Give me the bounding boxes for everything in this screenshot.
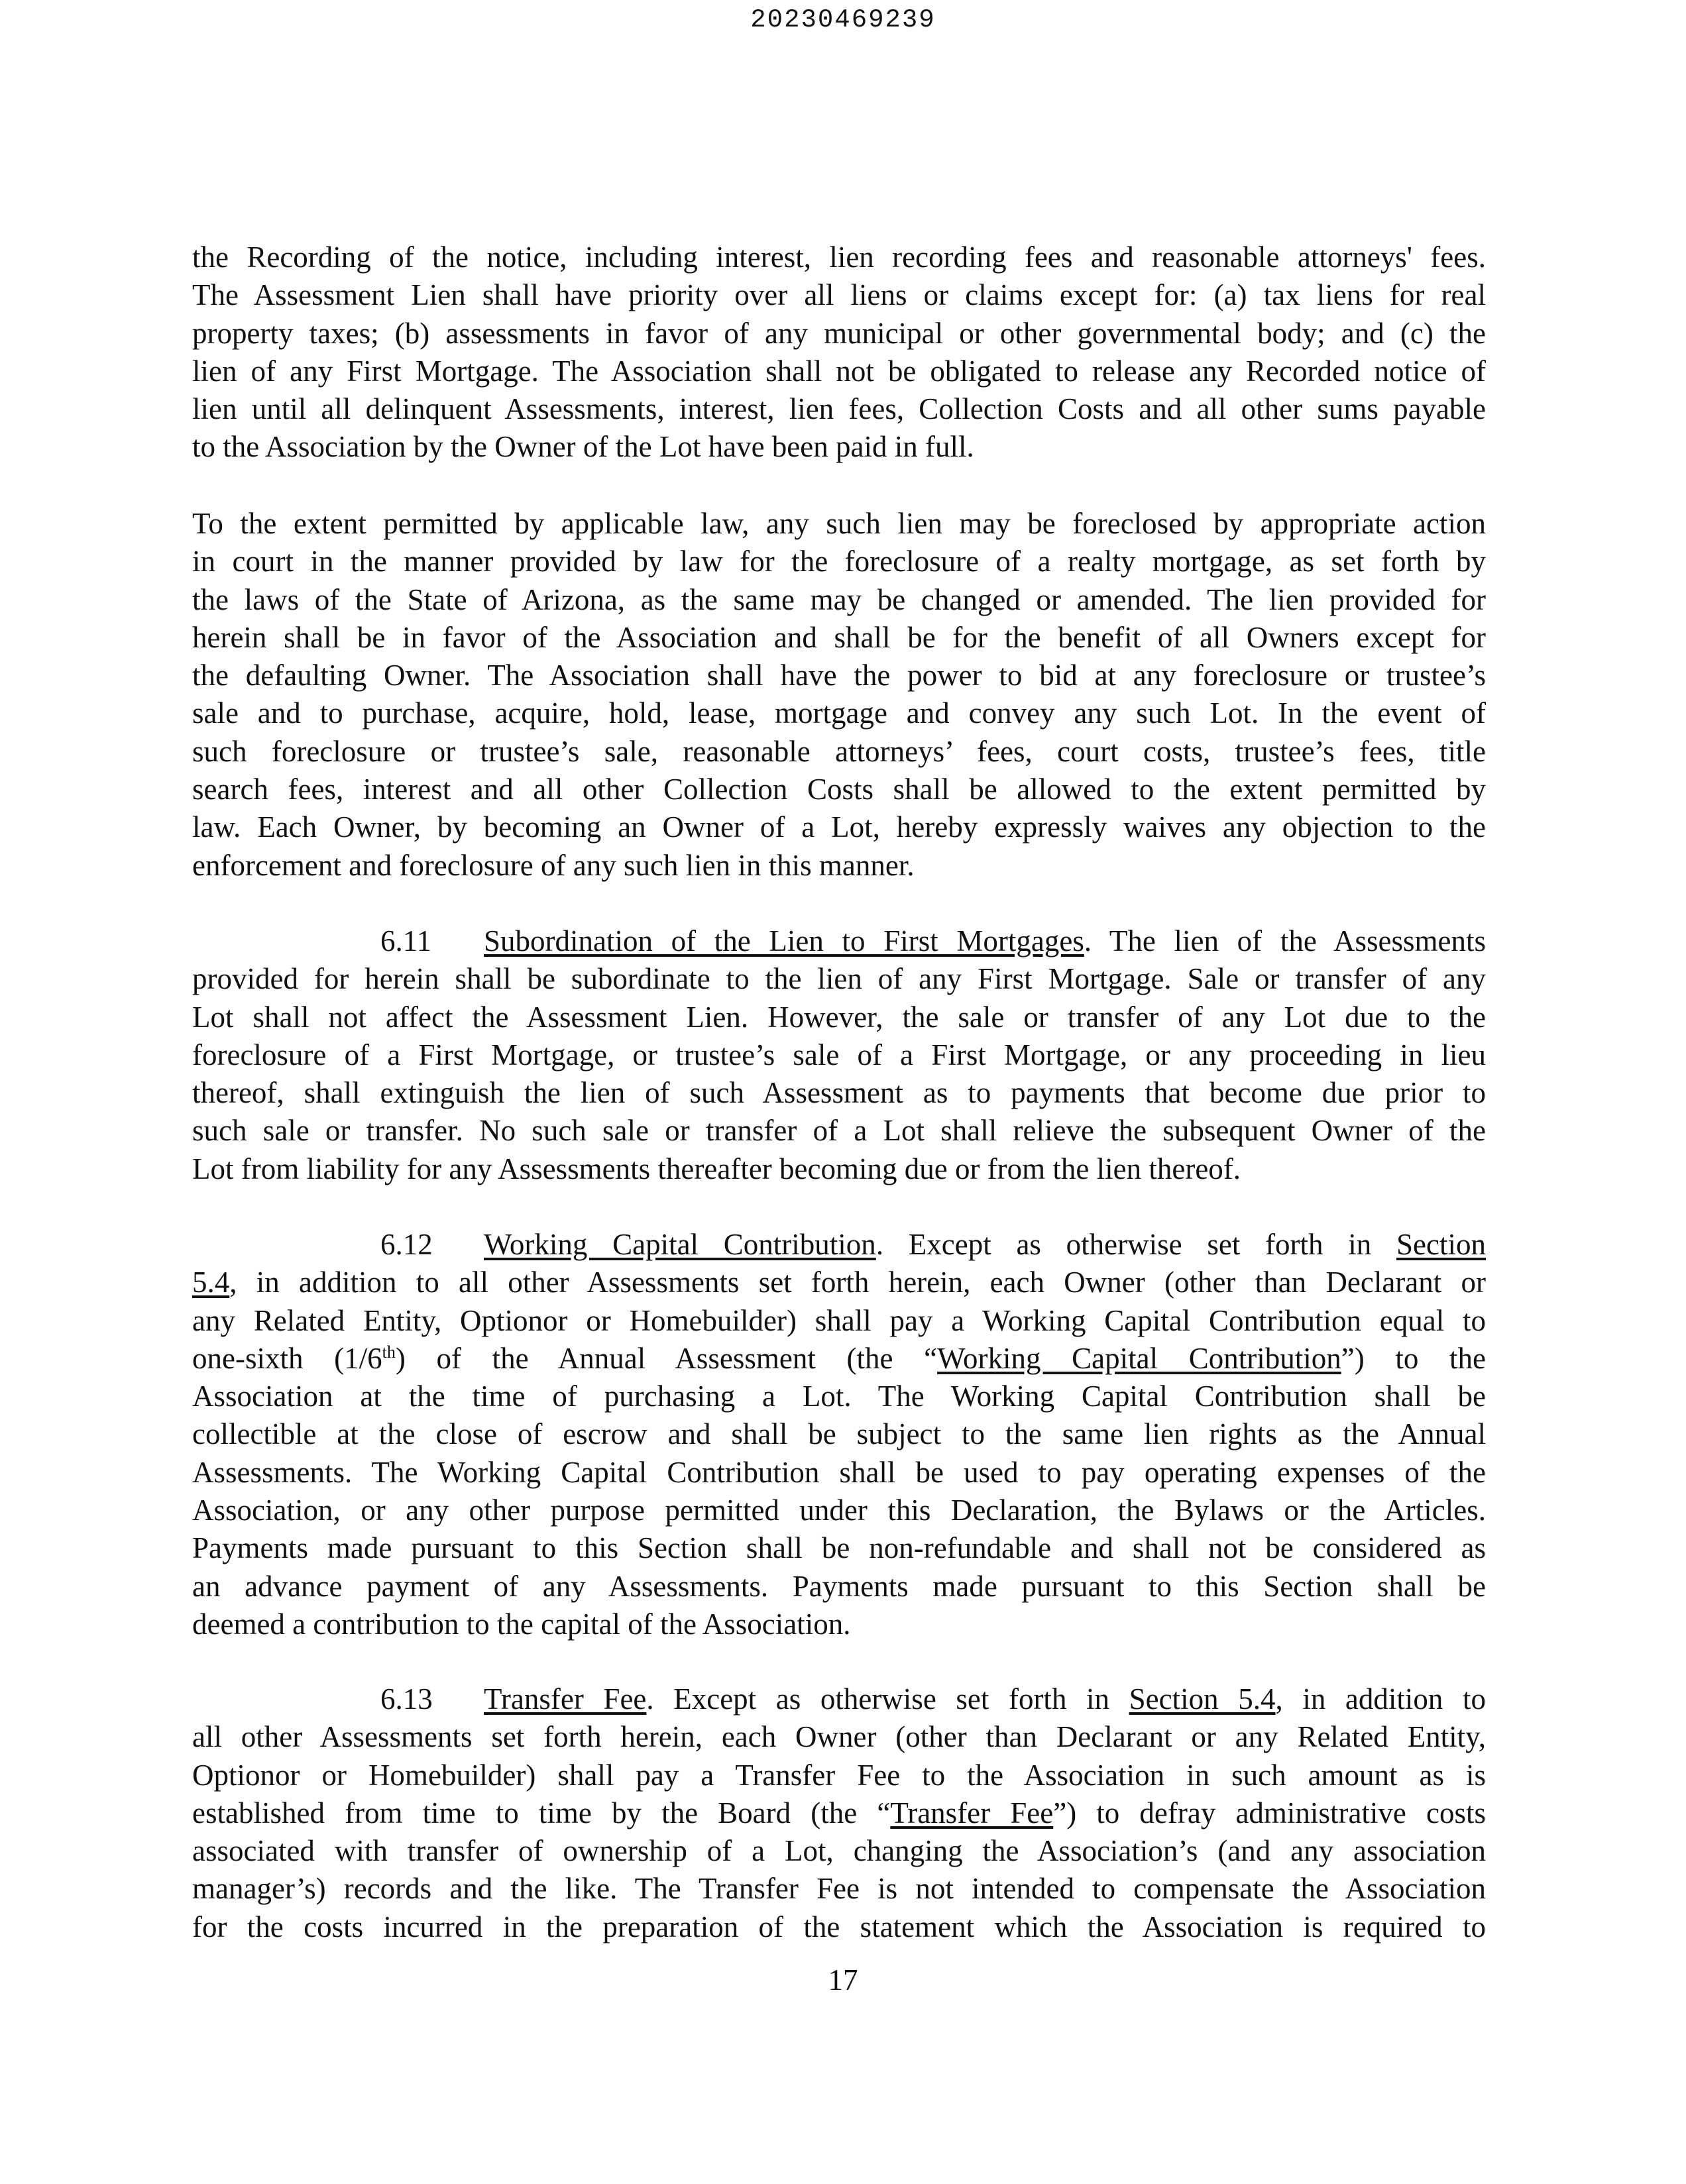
text-line: enforcement and foreclosure of any such lien in this manner.	[192, 848, 915, 882]
text-line	[192, 1264, 1486, 1301]
text-line: The Assessment Lien shall have priority over all liens or claims except for: (a) tax liens for real	[192, 278, 1486, 312]
text-line	[192, 1340, 1486, 1378]
section-title: Subordination of the Lien to First Mortgages	[484, 924, 1084, 957]
text-line: associated with transfer of ownership of a Lot, changing the Association’s (and any association	[192, 1834, 1486, 1868]
defined-term: Working Capital Contribution	[937, 1341, 1341, 1375]
text-run: ”) to defray administrative costs	[1053, 1796, 1487, 1829]
section-reference: Section	[1396, 1228, 1486, 1261]
text-line: to the Association by the Owner of the Lot have been paid in full.	[192, 430, 974, 464]
text-line: all other Assessments set forth herein, each Owner (other than Declarant or any Related Entity,	[192, 1720, 1486, 1754]
text-line	[192, 1794, 1486, 1832]
section-number: 6.13	[380, 1682, 433, 1716]
text-line: the laws of the State of Arizona, as the same may be changed or amended. The lien provided for	[192, 582, 1486, 616]
section-6-13-heading-line	[192, 1680, 1486, 1718]
ordinal-superscript: th	[382, 1342, 396, 1362]
section-number: 6.12	[380, 1228, 433, 1261]
text-run: established from time to time by the Board (the “	[192, 1796, 891, 1829]
text-line: property taxes; (b) assessments in favor of any municipal or other governmental body; and (c) the	[192, 316, 1486, 350]
text-line: manager’s) records and the like. The Transfer Fee is not intended to compensate the Association	[192, 1872, 1486, 1906]
paragraph-lien-foreclosure	[192, 505, 1486, 885]
text-line: any Related Entity, Optionor or Homebuilder) shall pay a Working Capital Contribution equal to	[192, 1303, 1486, 1337]
text-run: one-sixth (1/6	[192, 1341, 382, 1375]
page-number: 17	[828, 1963, 858, 1996]
section-reference: Section 5.4	[1129, 1682, 1276, 1716]
text-line: sale and to purchase, acquire, hold, lease, mortgage and convey any such Lot. In the event of	[192, 696, 1486, 730]
section-number: 6.11	[380, 924, 432, 957]
text-line: To the extent permitted by applicable law, any such lien may be foreclosed by appropriate action	[192, 507, 1486, 540]
text-run: ”) to the	[1341, 1341, 1487, 1375]
document-recording-number: 20230469239	[750, 5, 936, 34]
text-line: thereof, shall extinguish the lien of such Assessment as to payments that become due prior to	[192, 1076, 1486, 1110]
text-run: , in addition to all other Assessments set forth herein, each Owner (other than Declarant or	[229, 1266, 1486, 1299]
text-line: collectible at the close of escrow and shall be subject to the same lien rights as the Annual	[192, 1417, 1486, 1451]
text-run: . Except as otherwise set forth in	[875, 1228, 1372, 1261]
text-line: Optionor or Homebuilder) shall pay a Transfer Fee to the Association in such amount as is	[192, 1758, 1486, 1792]
section-6-12-heading-line	[192, 1226, 1486, 1264]
text-line: the Recording of the notice, including interest, lien recording fees and reasonable attorneys' fees.	[192, 241, 1486, 274]
text-run: . Except as otherwise set forth in	[646, 1682, 1110, 1716]
paragraph-assessment-lien-priority	[192, 239, 1486, 466]
text-line: Association at the time of purchasing a Lot. The Working Capital Contribution shall be	[192, 1380, 1486, 1413]
text-line: deemed a contribution to the capital of the Association.	[192, 1607, 851, 1641]
text-line: for the costs incurred in the preparation of the statement which the Association is required to	[192, 1910, 1486, 1943]
text-line: an advance payment of any Assessments. Payments made pursuant to this Section shall be	[192, 1569, 1486, 1603]
section-6-11	[192, 922, 1486, 1188]
text-line: foreclosure of a First Mortgage, or trustee’s sale of a First Mortgage, or any proceeding in lieu	[192, 1038, 1486, 1071]
text-line: Lot from liability for any Assessments thereafter becoming due or from the lien thereof.	[192, 1152, 1241, 1185]
text-line: search fees, interest and all other Collection Costs shall be allowed to the extent permitted by	[192, 773, 1486, 806]
defined-term: Transfer Fee	[890, 1796, 1054, 1829]
text-line: such sale or transfer. No such sale or transfer of a Lot shall relieve the subsequent Owner of the	[192, 1114, 1486, 1148]
text-run: , in addition to	[1275, 1682, 1486, 1716]
text-line: Assessments. The Working Capital Contribution shall be used to pay operating expenses of the	[192, 1455, 1486, 1489]
text-line: such foreclosure or trustee’s sale, reasonable attorneys’ fees, court costs, trustee’s fees, title	[192, 734, 1486, 768]
text-line: herein shall be in favor of the Association and shall be for the benefit of all Owners except for	[192, 620, 1486, 654]
text-line: lien until all delinquent Assessments, interest, lien fees, Collection Costs and all other sums payable	[192, 392, 1486, 426]
text-line: Payments made pursuant to this Section shall be non-refundable and shall not be considered as	[192, 1531, 1486, 1565]
text-run: ) of the Annual Assessment (the “	[395, 1341, 938, 1375]
text-line: Lot shall not affect the Assessment Lien. However, the sale or transfer of any Lot due to the	[192, 1000, 1486, 1034]
section-6-13	[192, 1680, 1486, 1946]
section-6-12	[192, 1226, 1486, 1643]
section-title: Transfer Fee	[484, 1682, 647, 1716]
text-run: . The lien of the Assessments	[1084, 924, 1486, 957]
text-line: in court in the manner provided by law for the foreclosure of a realty mortgage, as set forth by	[192, 545, 1486, 578]
text-line: law. Each Owner, by becoming an Owner of a Lot, hereby expressly waives any objection to the	[192, 810, 1486, 844]
section-title: Working Capital Contribution	[484, 1228, 876, 1261]
text-line: lien of any First Mortgage. The Association shall not be obligated to release any Recorded notice of	[192, 354, 1486, 388]
text-line: Association, or any other purpose permitted under this Declaration, the Bylaws or the Articles.	[192, 1494, 1486, 1527]
section-6-11-heading-line	[192, 922, 1486, 960]
text-line: the defaulting Owner. The Association shall have the power to bid at any foreclosure or trustee’s	[192, 659, 1486, 692]
section-reference: 5.4	[192, 1266, 230, 1299]
text-line: provided for herein shall be subordinate to the lien of any First Mortgage. Sale or transfer of any	[192, 962, 1486, 996]
